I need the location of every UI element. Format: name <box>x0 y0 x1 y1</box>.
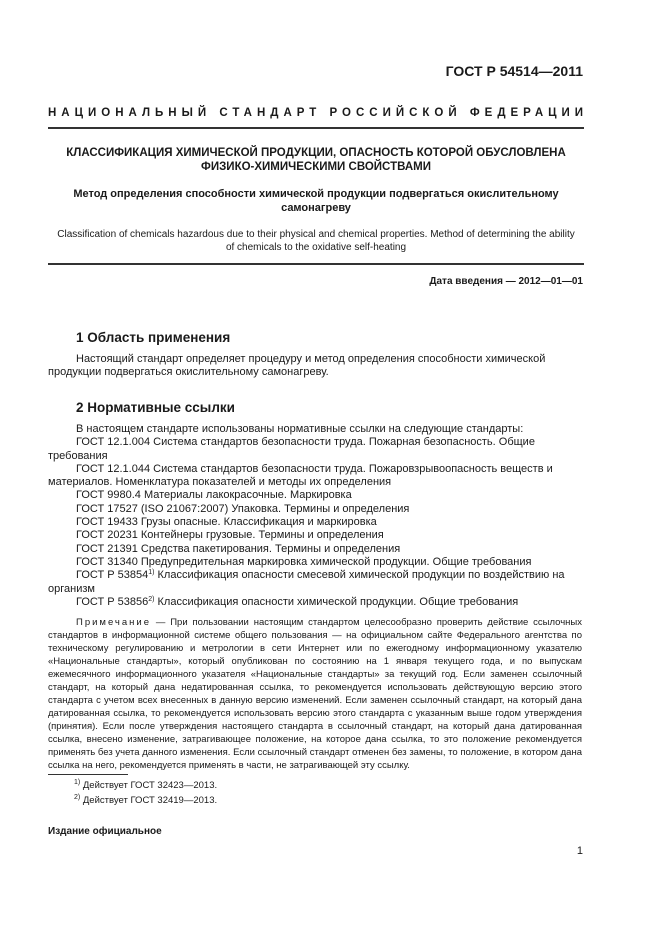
english-title-line-2: of chemicals to the oxidative self-heating <box>225 242 407 253</box>
note-paragraph: Примечание — При пользовании настоящим стандартом целесообразно проверить действие ссылочных стандартов в информационной системе общего пользования — на официальном сайте Федерального агентства по техническому регулированию и метрологии в сети Интернет или по ежегодному информационному указателю «Национальные стандарты», который опубликован по состоянию на 1 января текущего года, и по выпускам ежемесячного информационного указателя «Национальные стандарты» за текущий год. Если заменен ссылочный стандарт, на который дана недатированная ссылка, то рекомендуется использовать действующую версию этого стандарта с учетом всех внесенных в данную версию изменений. Если заменен ссылочный стандарт, на который дана датированная ссылка, то рекомендуется использовать версию этого стандарта с указанным выше годом утверждения (принятия). Если после утверждения настоящего стандарта в ссылочный стандарт, на который дана датированная ссылка, внесено изменение, затрагивающее положение, на которое дана ссылка, то это положение рекомендуется применять без учета данного изменения. Если ссылочный стандарт отменен без замены, то положение, в котором дана ссылка на него, рекомендуется применять в части, не затрагивающей эту ссылку. <box>48 617 582 771</box>
page-number: 1 <box>576 845 583 857</box>
footnote-1: $^{1)}$ Действует ГОСТ 32423—2013. <box>74 779 218 791</box>
footnote-ref: 1) <box>148 569 155 577</box>
reference-item: ГОСТ 21391 Средства пакетирования. Термины и определения <box>76 542 401 555</box>
english-title-line-1: Classification of chemicals hazardous due to their physical and chemical properties. Method of determining the ability <box>57 229 575 240</box>
reference-item: ГОСТ Р 53854$^{1)}$ Классификация опасности смесевой химической продукции по воздействию на организм <box>48 569 565 595</box>
reference-item: ГОСТ 31340 Предупредительная маркировка химической продукции. Общие требования <box>76 555 532 568</box>
subtitle-line-1: Метод определения способности химической продукции подвергаться окислительному <box>73 188 559 200</box>
top-rule <box>48 127 584 129</box>
section-1-heading: 1 Область применения <box>76 330 231 345</box>
standard-code: ГОСТ Р 54514—2011 <box>445 63 583 79</box>
subtitle-line-2: самонагреву <box>281 202 351 214</box>
footnote-ref: 2) <box>148 595 155 603</box>
title-line-2: ФИЗИКО-ХИМИЧЕСКИМИ СВОЙСТВАМИ <box>201 161 431 173</box>
introduction-date: Дата введения — 2012—01—01 <box>429 276 583 287</box>
section-1-text: Настоящий стандарт определяет процедуру и метод определения способности химической продукции подвергаться окислительному самонагреву. <box>48 353 546 378</box>
reference-item: ГОСТ 9980.4 Материалы лакокрасочные. Маркировка <box>76 489 352 502</box>
note-label: Примечание <box>76 617 151 628</box>
footnote-2: $^{2)}$ Действует ГОСТ 32419—2013. <box>74 794 218 806</box>
reference-item: ГОСТ 17527 (ISO 21067:2007) Упаковка. Термины и определения <box>76 502 410 515</box>
national-standard-banner: НАЦИОНАЛЬНЫЙ СТАНДАРТ РОССИЙСКОЙ ФЕДЕРАЦИИ <box>48 107 589 119</box>
section-2-heading: 2 Нормативные ссылки <box>76 400 235 415</box>
reference-item: ГОСТ 20231 Контейнеры грузовые. Термины и определения <box>76 529 384 542</box>
reference-item: ГОСТ 12.1.004 Система стандартов безопасности труда. Пожарная безопасность. Общие требования <box>48 436 535 462</box>
title-line-1: КЛАССИФИКАЦИЯ ХИМИЧЕСКОЙ ПРОДУКЦИИ, ОПАСНОСТЬ КОТОРОЙ ОБУСЛОВЛЕНА <box>66 147 566 159</box>
official-edition: Издание официальное <box>48 826 162 837</box>
title-bottom-rule <box>48 263 584 265</box>
reference-item: ГОСТ 19433 Грузы опасные. Классификация и маркировка <box>76 516 377 529</box>
footnote-rule <box>48 774 128 775</box>
references-intro: В настоящем стандарте использованы нормативные ссылки на следующие стандарты: <box>76 423 524 435</box>
reference-item: ГОСТ 12.1.044 Система стандартов безопасности труда. Пожаровзрывоопасность веществ и материалов. Номенклатура показателей и методы их определения <box>48 462 553 489</box>
reference-item: ГОСТ Р 53856$^{2)}$ Классификация опасности химической продукции. Общие требования <box>76 595 519 608</box>
references-list <box>48 423 582 609</box>
